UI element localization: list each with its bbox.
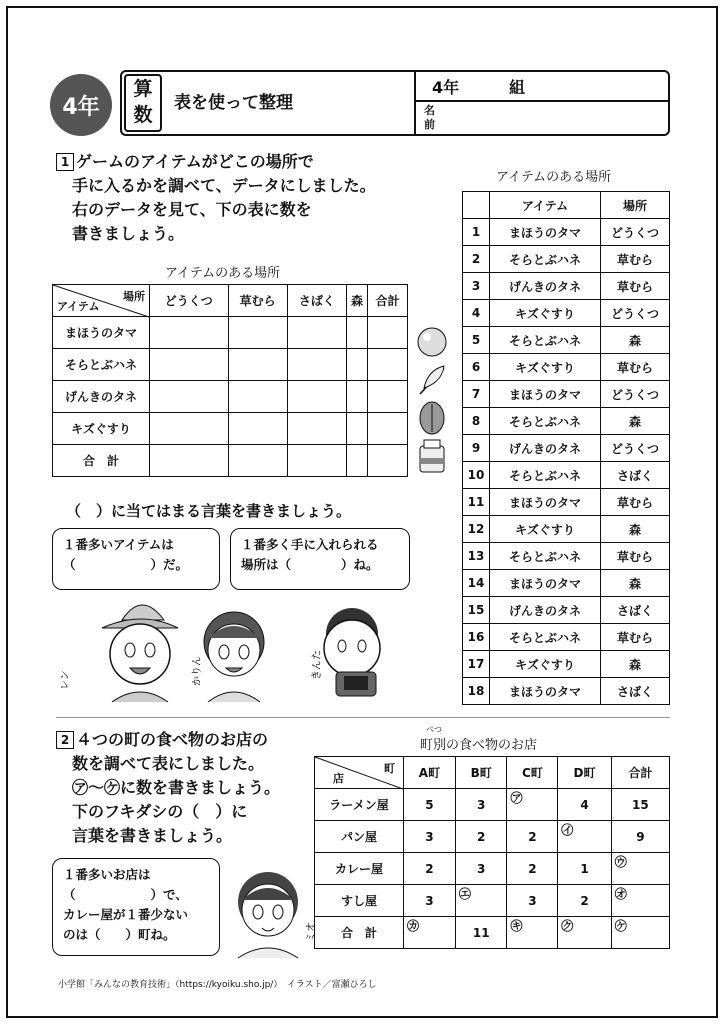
data-corner bbox=[463, 192, 490, 219]
q1-tally-table bbox=[52, 284, 408, 477]
bubble3-line4[interactable]: のは（ ）町ね。 bbox=[63, 927, 176, 942]
q2-corner-top: 町 bbox=[384, 762, 395, 775]
mio-avatar bbox=[238, 872, 298, 958]
data-table-caption: アイテムのある場所 bbox=[496, 170, 612, 185]
answer-cell[interactable] bbox=[150, 381, 229, 413]
data-cell-n: 15 bbox=[463, 597, 490, 624]
data-cell-n: 5 bbox=[463, 327, 490, 354]
data-cell-item: げんきのタネ bbox=[490, 273, 601, 300]
data-cell-n: 18 bbox=[463, 678, 490, 705]
data-cell-place: さばく bbox=[601, 462, 670, 489]
data-cell-n: 3 bbox=[463, 273, 490, 300]
answer-cell[interactable] bbox=[287, 317, 346, 349]
data-cell-place: 草むら bbox=[601, 354, 670, 381]
data-cell-n: 13 bbox=[463, 543, 490, 570]
boy-with-game-avatar bbox=[324, 608, 380, 696]
answer-cell[interactable] bbox=[347, 317, 368, 349]
answer-cell[interactable] bbox=[287, 381, 346, 413]
bubble2-line1: １番多く手に入れられる bbox=[241, 537, 379, 552]
q2-blank-cell[interactable]: ㋐ bbox=[507, 789, 558, 821]
answer-cell[interactable] bbox=[228, 349, 287, 381]
data-cell-place: 森 bbox=[601, 408, 670, 435]
data-cell-place: どうくつ bbox=[601, 300, 670, 327]
q2-col-header: A町 bbox=[404, 757, 456, 789]
data-cell-item: そらとぶハネ bbox=[490, 327, 601, 354]
q2-value-cell: 11 bbox=[455, 917, 507, 949]
data-cell-n: 12 bbox=[463, 516, 490, 543]
data-cell-item: キズぐすり bbox=[490, 300, 601, 327]
q1-line-4: 書きましょう。 bbox=[72, 224, 185, 243]
q2-row-header: すし屋 bbox=[315, 885, 404, 917]
class-grade: 4年 bbox=[432, 78, 460, 97]
q2-blank-cell[interactable]: ㋗ bbox=[558, 917, 611, 949]
class-field[interactable] bbox=[432, 75, 525, 98]
item-icons bbox=[414, 326, 450, 476]
answer-cell[interactable] bbox=[287, 413, 346, 445]
speech-bubble-2 bbox=[230, 528, 410, 590]
answer-cell[interactable] bbox=[287, 445, 346, 477]
speech-bubble-1 bbox=[52, 528, 220, 590]
q2-blank-cell[interactable]: ㋓ bbox=[455, 885, 507, 917]
footer-credit: 小学館「みんなの教育技術」（https://kyoiku.sho.jp/） イラスト／富瀬ひろし bbox=[58, 980, 377, 990]
data-col-header: アイテム bbox=[490, 192, 601, 219]
char-name-karin: かりん bbox=[192, 656, 203, 686]
name-field-label[interactable] bbox=[424, 104, 438, 132]
q2-row-header: カレー屋 bbox=[315, 853, 404, 885]
q2-row-header: パン屋 bbox=[315, 821, 404, 853]
data-table-row bbox=[463, 300, 670, 327]
q2-corner-cell bbox=[315, 757, 404, 789]
q1-line-2: 手に入るかを調べて、データにしました。 bbox=[72, 176, 376, 195]
data-cell-place: どうくつ bbox=[601, 219, 670, 246]
data-table bbox=[462, 191, 670, 705]
q2-table-caption: 町別の食べ物のお店 bbox=[420, 738, 538, 753]
data-cell-item: まほうのタマ bbox=[490, 570, 601, 597]
col-header: 合計 bbox=[367, 285, 407, 317]
data-table-row bbox=[463, 651, 670, 678]
q2-store-table bbox=[314, 756, 670, 949]
data-cell-place: さばく bbox=[601, 678, 670, 705]
data-cell-item: まほうのタマ bbox=[490, 678, 601, 705]
q2-col-header: C町 bbox=[507, 757, 558, 789]
q2-corner-bottom: 店 bbox=[333, 772, 344, 785]
q2-line-1: ４つの町の食べ物のお店の bbox=[76, 730, 269, 749]
col-header: 草むら bbox=[228, 285, 287, 317]
answer-cell[interactable] bbox=[347, 445, 368, 477]
speech-bubble-3 bbox=[52, 858, 220, 956]
data-table-row bbox=[463, 678, 670, 705]
q2-value-cell: 2 bbox=[558, 885, 611, 917]
corner-cell bbox=[53, 285, 150, 317]
data-cell-item: そらとぶハネ bbox=[490, 408, 601, 435]
grade-text: 4年 bbox=[62, 94, 100, 120]
ruby-text: べつ bbox=[426, 725, 442, 734]
data-table-row bbox=[463, 327, 670, 354]
char-name-kinta: きんた bbox=[312, 650, 323, 680]
q2-table-row bbox=[315, 789, 670, 821]
data-cell-item: そらとぶハネ bbox=[490, 543, 601, 570]
answer-cell[interactable] bbox=[347, 381, 368, 413]
corner-bottom-label: アイテム bbox=[57, 300, 100, 313]
bubble3-line2[interactable]: （ ）で、 bbox=[63, 887, 188, 902]
orb-icon bbox=[418, 328, 446, 356]
q1-line-1: ゲームのアイテムがどこの場所で bbox=[76, 152, 314, 171]
q2-row-header: 合 計 bbox=[315, 917, 404, 949]
data-table-row bbox=[463, 354, 670, 381]
q2-table-row bbox=[315, 885, 670, 917]
answer-cell[interactable] bbox=[367, 381, 407, 413]
q2-row-header: ラーメン屋 bbox=[315, 789, 404, 821]
data-cell-place: 草むら bbox=[601, 543, 670, 570]
data-table-row bbox=[463, 408, 670, 435]
bubble1-line2[interactable]: （ ）だ。 bbox=[63, 557, 189, 572]
data-cell-n: 6 bbox=[463, 354, 490, 381]
answer-cell[interactable] bbox=[228, 445, 287, 477]
data-cell-place: 草むら bbox=[601, 624, 670, 651]
page-title: 表を使って整理 bbox=[174, 93, 293, 113]
q2-col-header: 合計 bbox=[611, 757, 669, 789]
answer-cell[interactable] bbox=[367, 317, 407, 349]
data-cell-place: 森 bbox=[601, 516, 670, 543]
q2-value-cell: 5 bbox=[404, 789, 456, 821]
data-cell-item: そらとぶハネ bbox=[490, 246, 601, 273]
question-2-number: 2 bbox=[56, 731, 74, 749]
q2-value-cell: 2 bbox=[507, 821, 558, 853]
corner-top-label: 場所 bbox=[123, 290, 145, 303]
data-table-row bbox=[463, 246, 670, 273]
q2-line-4: 下のフキダシの（ ）に bbox=[72, 802, 248, 821]
q2-value-cell: 2 bbox=[507, 853, 558, 885]
data-cell-item: そらとぶハネ bbox=[490, 624, 601, 651]
q2-col-header: D町 bbox=[558, 757, 611, 789]
q2-value-cell: 2 bbox=[455, 821, 507, 853]
row-header: げんきのタネ bbox=[53, 381, 150, 413]
q2-value-cell: 15 bbox=[611, 789, 669, 821]
data-table-row bbox=[463, 597, 670, 624]
data-cell-place: 森 bbox=[601, 651, 670, 678]
data-table-row bbox=[463, 219, 670, 246]
q2-blank-cell[interactable]: ㋑ bbox=[558, 821, 611, 853]
data-table-row bbox=[463, 570, 670, 597]
answer-cell[interactable] bbox=[347, 349, 368, 381]
class-label: 組 bbox=[509, 78, 526, 97]
data-cell-n: 16 bbox=[463, 624, 490, 651]
answer-cell[interactable] bbox=[228, 317, 287, 349]
data-cell-item: キズぐすり bbox=[490, 516, 601, 543]
data-table-row bbox=[463, 462, 670, 489]
header-divider bbox=[414, 70, 416, 136]
row-header: まほうのタマ bbox=[53, 317, 150, 349]
answer-cell[interactable] bbox=[367, 413, 407, 445]
girl-avatar bbox=[204, 612, 264, 702]
data-table-row bbox=[463, 489, 670, 516]
answer-cell[interactable] bbox=[150, 445, 229, 477]
answer-cell[interactable] bbox=[150, 413, 229, 445]
data-cell-item: まほうのタマ bbox=[490, 219, 601, 246]
data-cell-item: キズぐすり bbox=[490, 651, 601, 678]
q2-table-row bbox=[315, 821, 670, 853]
data-cell-item: まほうのタマ bbox=[490, 489, 601, 516]
subject-char-1: 算 bbox=[133, 78, 153, 100]
bubble2-line2[interactable]: 場所は（ ）ね。 bbox=[241, 557, 379, 572]
q2-value-cell: 9 bbox=[611, 821, 669, 853]
bubble1-line1: １番多いアイテムは bbox=[63, 537, 174, 552]
q2-value-cell: 3 bbox=[404, 821, 456, 853]
col-header: どうくつ bbox=[150, 285, 229, 317]
fill-instruction: （ ）に当てはまる言葉を書きましょう。 bbox=[66, 502, 352, 520]
data-cell-item: げんきのタネ bbox=[490, 597, 601, 624]
q2-table-row bbox=[315, 853, 670, 885]
potion-icon bbox=[420, 440, 444, 472]
data-cell-place: どうくつ bbox=[601, 435, 670, 462]
q2-value-cell: 3 bbox=[404, 885, 456, 917]
answer-cell[interactable] bbox=[228, 381, 287, 413]
seed-icon bbox=[420, 402, 444, 434]
q2-line-5: 言葉を書きましょう。 bbox=[72, 826, 233, 845]
characters-illustration bbox=[52, 590, 422, 702]
bubble3-line1: １番多いお店は bbox=[63, 867, 151, 882]
q2-line-2: 数を調べて表にしました。 bbox=[72, 754, 265, 773]
data-cell-n: 8 bbox=[463, 408, 490, 435]
q2-value-cell: 3 bbox=[455, 789, 507, 821]
data-cell-n: 14 bbox=[463, 570, 490, 597]
q2-table-row bbox=[315, 917, 670, 949]
answer-cell[interactable] bbox=[150, 349, 229, 381]
q2-blank-cell[interactable]: ㋖ bbox=[507, 917, 558, 949]
data-cell-n: 7 bbox=[463, 381, 490, 408]
total-row-header: 合 計 bbox=[53, 445, 150, 477]
grade-badge bbox=[50, 74, 112, 136]
data-col-header: 場所 bbox=[601, 192, 670, 219]
data-cell-n: 9 bbox=[463, 435, 490, 462]
q2-col-header: B町 bbox=[455, 757, 507, 789]
subject-box bbox=[124, 74, 162, 132]
q2-blank-cell[interactable]: ㋔ bbox=[611, 885, 669, 917]
data-table-row bbox=[463, 381, 670, 408]
q2-value-cell: 3 bbox=[507, 885, 558, 917]
char-name-ren: レン bbox=[60, 670, 71, 690]
answer-cell[interactable] bbox=[367, 445, 407, 477]
data-cell-place: さばく bbox=[601, 597, 670, 624]
boy-with-hat-avatar bbox=[102, 605, 178, 702]
subject-char-2: 数 bbox=[133, 104, 153, 126]
answer-cell[interactable] bbox=[228, 413, 287, 445]
header-divider-horizontal bbox=[414, 100, 670, 102]
data-table-row bbox=[463, 624, 670, 651]
data-cell-item: げんきのタネ bbox=[490, 435, 601, 462]
name-label-2: 前 bbox=[424, 118, 435, 131]
bubble3-line3: カレー屋が１番少ない bbox=[63, 907, 189, 922]
q1-table-caption: アイテムのある場所 bbox=[165, 266, 281, 281]
answer-cell[interactable] bbox=[150, 317, 229, 349]
q2-blank-cell[interactable]: ㋒ bbox=[611, 853, 669, 885]
data-cell-n: 4 bbox=[463, 300, 490, 327]
question-2-text bbox=[56, 728, 316, 848]
data-table-row bbox=[463, 273, 670, 300]
q2-value-cell: 4 bbox=[558, 789, 611, 821]
data-cell-place: 草むら bbox=[601, 273, 670, 300]
q2-blank-cell[interactable]: ㋘ bbox=[611, 917, 669, 949]
mio-illustration bbox=[224, 862, 317, 958]
col-header: さばく bbox=[287, 285, 346, 317]
data-table-row bbox=[463, 516, 670, 543]
data-cell-place: どうくつ bbox=[601, 381, 670, 408]
data-cell-n: 1 bbox=[463, 219, 490, 246]
q2-value-cell: 2 bbox=[404, 853, 456, 885]
data-cell-n: 11 bbox=[463, 489, 490, 516]
data-table-row bbox=[463, 543, 670, 570]
q1-line-3: 右のデータを見て、下の表に数を bbox=[72, 200, 312, 219]
q2-value-cell: 3 bbox=[455, 853, 507, 885]
data-cell-item: まほうのタマ bbox=[490, 381, 601, 408]
col-header: 森 bbox=[347, 285, 368, 317]
q2-line-3: ㋐〜㋘に数を書きましょう。 bbox=[72, 778, 281, 797]
data-cell-place: 森 bbox=[601, 327, 670, 354]
data-cell-place: 草むら bbox=[601, 489, 670, 516]
data-cell-item: キズぐすり bbox=[490, 354, 601, 381]
answer-cell[interactable] bbox=[287, 349, 346, 381]
data-cell-place: 森 bbox=[601, 570, 670, 597]
question-1-text bbox=[56, 150, 456, 246]
data-cell-n: 17 bbox=[463, 651, 490, 678]
answer-cell[interactable] bbox=[367, 349, 407, 381]
feather-icon bbox=[420, 366, 444, 394]
char-name-mio: ミオ bbox=[306, 922, 317, 942]
answer-cell[interactable] bbox=[347, 413, 368, 445]
data-cell-n: 2 bbox=[463, 246, 490, 273]
name-label-1: 名 bbox=[424, 104, 435, 117]
data-table-row bbox=[463, 435, 670, 462]
section-divider bbox=[56, 717, 670, 718]
row-header: そらとぶハネ bbox=[53, 349, 150, 381]
row-header: キズぐすり bbox=[53, 413, 150, 445]
data-cell-place: 草むら bbox=[601, 246, 670, 273]
q2-blank-cell[interactable]: ㋕ bbox=[404, 917, 456, 949]
q2-value-cell: 1 bbox=[558, 853, 611, 885]
data-cell-n: 10 bbox=[463, 462, 490, 489]
data-cell-item: そらとぶハネ bbox=[490, 462, 601, 489]
question-1-number: 1 bbox=[56, 153, 74, 171]
